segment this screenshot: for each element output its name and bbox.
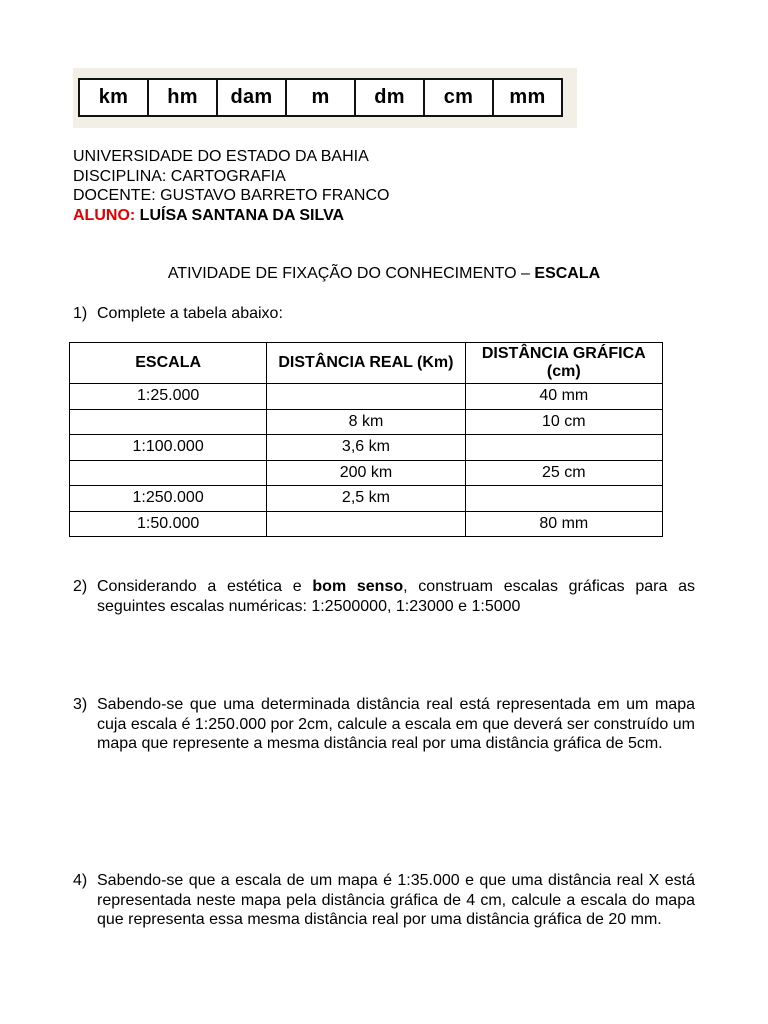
question-1	[73, 304, 695, 324]
table-cell: 1:250.000	[70, 486, 267, 512]
question-text	[97, 577, 695, 616]
activity-title-main: ATIVIDADE DE FIXAÇÃO DO CONHECIMENTO –	[167, 265, 535, 282]
university-line: UNIVERSIDADE DO ESTADO DA BAHIA	[73, 148, 369, 165]
unit-cm: cm	[425, 80, 494, 115]
table-header: DISTÂNCIA GRÁFICA (cm)	[465, 343, 662, 384]
table-row	[70, 486, 663, 512]
table-cell	[465, 486, 662, 512]
units-banner	[73, 68, 577, 128]
activity-title-emphasis: ESCALA	[534, 265, 601, 282]
table-row	[70, 409, 663, 435]
question-text-part: Considerando a estética e	[97, 578, 313, 595]
table-cell: 8 km	[267, 409, 465, 435]
table-cell: 1:50.000	[70, 511, 267, 537]
unit-km: km	[80, 80, 149, 115]
question-number: 2)	[73, 578, 88, 595]
question-4	[73, 871, 695, 930]
question-number: 1)	[73, 305, 88, 322]
student-label: ALUNO:	[73, 206, 136, 224]
table-cell: 80 mm	[465, 511, 662, 537]
question-text-part: , construam escalas gráficas para as seguintes escalas numéricas: 1:2500000, 1:23000 e 1:5000	[97, 578, 696, 615]
question-number: 4)	[73, 872, 88, 889]
teacher-line: DOCENTE: GUSTAVO BARRETO FRANCO	[73, 187, 390, 204]
question-number: 3)	[73, 696, 88, 713]
table-cell: 1:25.000	[70, 384, 267, 410]
table-header: DISTÂNCIA REAL (Km)	[267, 343, 465, 384]
question-text: Sabendo-se que a escala de um mapa é 1:35.000 e que uma distância real X está representada neste mapa pela distância gráfica de 4 cm, calcule a escala do mapa que representa essa mesma distância real por uma distância gráfica de 20 mm.	[97, 872, 695, 928]
table-header: ESCALA	[70, 343, 267, 384]
activity-title	[0, 264, 768, 283]
table-cell	[267, 384, 465, 410]
scale-table	[69, 342, 663, 537]
table-row	[70, 435, 663, 461]
table-cell	[70, 409, 267, 435]
table-cell	[70, 460, 267, 486]
table-cell: 25 cm	[465, 460, 662, 486]
table-header-row	[70, 343, 663, 384]
unit-m: m	[287, 80, 356, 115]
unit-mm: mm	[509, 86, 546, 108]
table-cell: 200 km	[267, 460, 465, 486]
document-header	[73, 147, 389, 225]
unit-dam: dam	[218, 80, 287, 115]
table-cell: 40 mm	[465, 384, 662, 410]
table-cell: 2,5 km	[267, 486, 465, 512]
table-row	[70, 511, 663, 537]
table-cell: 10 cm	[465, 409, 662, 435]
unit-hm: hm	[149, 80, 218, 115]
units-row	[78, 78, 563, 117]
table-row	[70, 460, 663, 486]
table-row	[70, 384, 663, 410]
unit-dm: dm	[356, 80, 425, 115]
question-text-emphasis: bom senso	[312, 578, 404, 595]
table-cell: 3,6 km	[267, 435, 465, 461]
discipline-line: DISCIPLINA: CARTOGRAFIA	[73, 167, 286, 185]
question-3	[73, 695, 695, 754]
table-cell	[465, 435, 662, 461]
student-line	[73, 206, 389, 226]
question-2	[73, 577, 695, 616]
question-text: Complete a tabela abaixo:	[97, 305, 283, 322]
table-cell	[267, 511, 465, 537]
table-cell: 1:100.000	[70, 435, 267, 461]
question-text: Sabendo-se que uma determinada distância real está representada em um mapa cuja escala é 1:250.000 por 2cm, calcule a escala em que deverá ser construído um mapa que represente a mesma distância real por uma distância gráfica de 5cm.	[97, 696, 695, 752]
student-name: LUÍSA SANTANA DA SILVA	[139, 206, 345, 224]
